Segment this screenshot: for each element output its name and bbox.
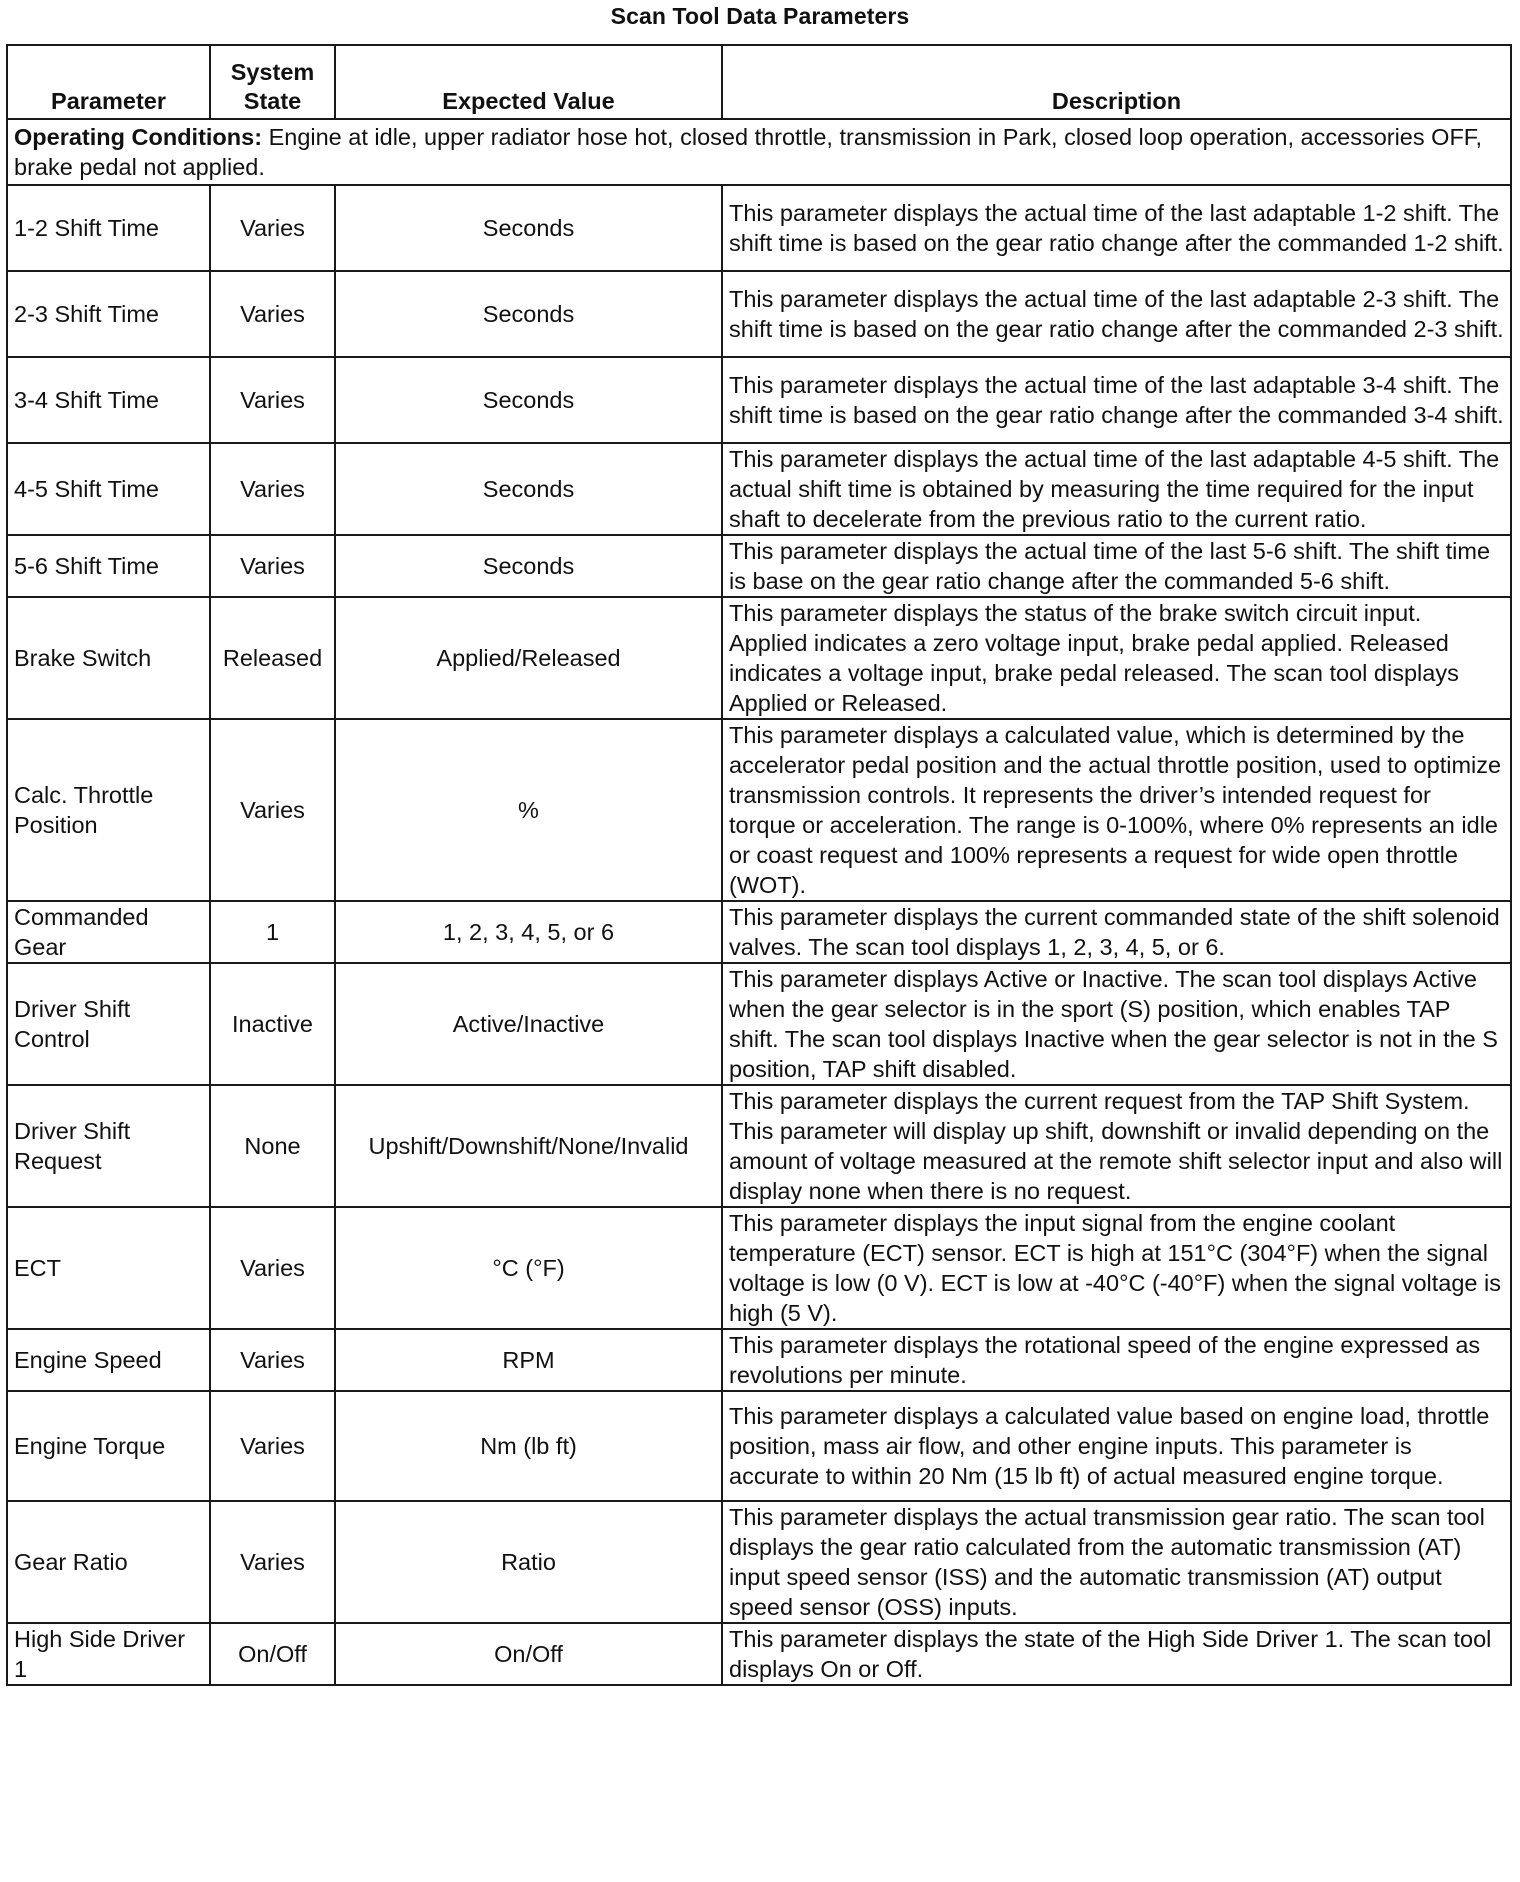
cell-parameter: Gear Ratio [7, 1501, 210, 1623]
cell-system-state: Varies [210, 271, 335, 357]
cell-expected-value: Seconds [335, 535, 722, 597]
cell-parameter: 3-4 Shift Time [7, 357, 210, 443]
cell-description: This parameter displays the actual transmission gear ratio. The scan tool displays the gear ratio calculated from the automatic transmission (AT) input speed sensor (ISS) and the automatic transmission (AT) output speed sensor (OSS) inputs. [722, 1501, 1511, 1623]
cell-description: This parameter displays the rotational speed of the engine expressed as revolutions per minute. [722, 1329, 1511, 1391]
cell-description: This parameter displays a calculated value, which is determined by the accelerator pedal position and the actual throttle position, used to optimize transmission controls. It represents the driver’s intended request for torque or acceleration. The range is 0-100%, where 0% represents an idle or coast request and 100% represents a request for wide open throttle (WOT). [722, 719, 1511, 901]
cell-system-state: Varies [210, 719, 335, 901]
cell-system-state: Released [210, 597, 335, 719]
cell-expected-value: Active/Inactive [335, 963, 722, 1085]
cell-parameter: Engine Torque [7, 1391, 210, 1501]
table-row [7, 1623, 1511, 1685]
table-row [7, 535, 1511, 597]
cell-description: This parameter displays the actual time of the last 5-6 shift. The shift time is base on the gear ratio change after the commanded 5-6 shift. [722, 535, 1511, 597]
cell-parameter: 4-5 Shift Time [7, 443, 210, 535]
cell-system-state: On/Off [210, 1623, 335, 1685]
cell-parameter: High Side Driver 1 [7, 1623, 210, 1685]
cell-system-state: Varies [210, 1391, 335, 1501]
operating-conditions-label: Operating Conditions: [14, 124, 263, 150]
header-expected-value: Expected Value [335, 45, 722, 119]
cell-system-state: Varies [210, 443, 335, 535]
table-row [7, 357, 1511, 443]
header-system-state: System State [210, 45, 335, 119]
cell-description: This parameter displays the current request from the TAP Shift System. This parameter will display up shift, downshift or invalid depending on the amount of voltage measured at the remote shift selector input and also will display none when there is no request. [722, 1085, 1511, 1207]
cell-parameter: Calc. Throttle Position [7, 719, 210, 901]
cell-expected-value: Ratio [335, 1501, 722, 1623]
cell-expected-value: % [335, 719, 722, 901]
table-header-row [7, 45, 1511, 119]
operating-conditions-row [7, 119, 1511, 185]
cell-expected-value: Nm (lb ft) [335, 1391, 722, 1501]
cell-expected-value: Seconds [335, 443, 722, 535]
table-row [7, 185, 1511, 271]
cell-parameter: Engine Speed [7, 1329, 210, 1391]
table-row [7, 271, 1511, 357]
cell-system-state: Varies [210, 1329, 335, 1391]
cell-expected-value: Seconds [335, 185, 722, 271]
cell-system-state: Inactive [210, 963, 335, 1085]
cell-expected-value: On/Off [335, 1623, 722, 1685]
cell-description: This parameter displays a calculated value based on engine load, throttle position, mass air flow, and other engine inputs. This parameter is accurate to within 20 Nm (15 lb ft) of actual measured engine torque. [722, 1391, 1511, 1501]
cell-description: This parameter displays the actual time of the last adaptable 4-5 shift. The actual shift time is obtained by measuring the time required for the input shaft to decelerate from the previous ratio to the current ratio. [722, 443, 1511, 535]
cell-system-state: None [210, 1085, 335, 1207]
cell-description: This parameter displays the actual time of the last adaptable 2-3 shift. The shift time is based on the gear ratio change after the commanded 2-3 shift. [722, 271, 1511, 357]
cell-expected-value: Applied/Released [335, 597, 722, 719]
cell-expected-value: RPM [335, 1329, 722, 1391]
cell-expected-value: Seconds [335, 357, 722, 443]
cell-expected-value: 1, 2, 3, 4, 5, or 6 [335, 901, 722, 963]
cell-parameter: 2-3 Shift Time [7, 271, 210, 357]
cell-description: This parameter displays Active or Inactive. The scan tool displays Active when the gear selector is in the sport (S) position, which enables TAP shift. The scan tool displays Inactive when the gear selector is not in the S position, TAP shift disabled. [722, 963, 1511, 1085]
table-row [7, 597, 1511, 719]
cell-parameter: 5-6 Shift Time [7, 535, 210, 597]
cell-system-state: 1 [210, 901, 335, 963]
cell-description: This parameter displays the state of the High Side Driver 1. The scan tool displays On or Off. [722, 1623, 1511, 1685]
cell-parameter: Brake Switch [7, 597, 210, 719]
table-row [7, 719, 1511, 901]
cell-system-state: Varies [210, 1207, 335, 1329]
table-row [7, 1085, 1511, 1207]
cell-parameter: Driver Shift Control [7, 963, 210, 1085]
cell-description: This parameter displays the actual time of the last adaptable 1-2 shift. The shift time is based on the gear ratio change after the commanded 1-2 shift. [722, 185, 1511, 271]
table-row [7, 443, 1511, 535]
table-row [7, 963, 1511, 1085]
table-row [7, 1501, 1511, 1623]
operating-conditions-text: Engine at idle, upper radiator hose hot, closed throttle, transmission in Park, closed loop operation, accessories OFF, brake pedal not applied. [14, 124, 1483, 180]
table-row [7, 1391, 1511, 1501]
cell-system-state: Varies [210, 1501, 335, 1623]
page-title: Scan Tool Data Parameters [610, 3, 910, 29]
cell-system-state: Varies [210, 357, 335, 443]
table-row [7, 1207, 1511, 1329]
cell-expected-value: Seconds [335, 271, 722, 357]
cell-expected-value: Upshift/Downshift/None/Invalid [335, 1085, 722, 1207]
cell-expected-value: °C (°F) [335, 1207, 722, 1329]
cell-parameter: Driver Shift Request [7, 1085, 210, 1207]
cell-system-state: Varies [210, 185, 335, 271]
cell-parameter: ECT [7, 1207, 210, 1329]
cell-description: This parameter displays the actual time of the last adaptable 3-4 shift. The shift time is based on the gear ratio change after the commanded 3-4 shift. [722, 357, 1511, 443]
table-row [7, 901, 1511, 963]
cell-description: This parameter displays the status of the brake switch circuit input. Applied indicates a zero voltage input, brake pedal applied. Released indicates a voltage input, brake pedal released. The scan tool displays Applied or Released. [722, 597, 1511, 719]
header-description: Description [722, 45, 1511, 119]
cell-parameter: Commanded Gear [7, 901, 210, 963]
operating-conditions-cell [7, 119, 1511, 185]
cell-parameter: 1-2 Shift Time [7, 185, 210, 271]
scan-tool-data-table [6, 44, 1512, 1686]
cell-description: This parameter displays the input signal from the engine coolant temperature (ECT) sensor. ECT is high at 151°C (304°F) when the signal voltage is low (0 V). ECT is low at -40°C (-40°F) when the signal voltage is high (5 V). [722, 1207, 1511, 1329]
table-row [7, 1329, 1511, 1391]
cell-system-state: Varies [210, 535, 335, 597]
cell-description: This parameter displays the current commanded state of the shift solenoid valves. The scan tool displays 1, 2, 3, 4, 5, or 6. [722, 901, 1511, 963]
header-parameter: Parameter [7, 45, 210, 119]
